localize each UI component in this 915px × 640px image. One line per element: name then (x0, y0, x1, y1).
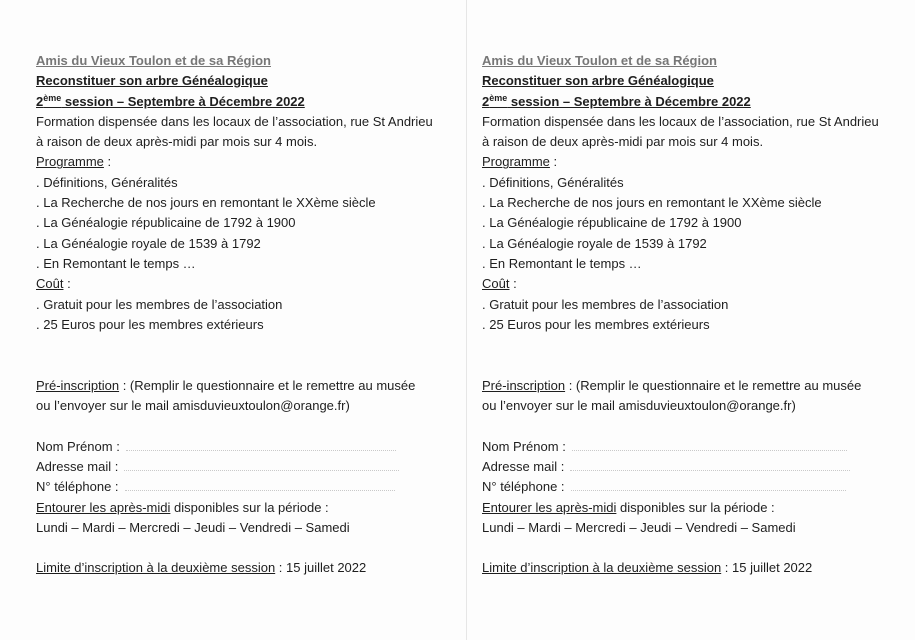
cout-label: Coût (482, 276, 510, 292)
name-field-label: Nom Prénom : (482, 438, 566, 454)
programme-item: . La Recherche de nos jours en remontant le XXème siècle (482, 195, 822, 211)
phone-field-line[interactable] (571, 479, 846, 491)
limite-line (482, 558, 902, 578)
email-field-line[interactable] (124, 459, 399, 471)
programme-label: Programme (482, 154, 550, 170)
programme-item: . En Remontant le temps … (36, 255, 196, 271)
entourer-text: disponibles sur la période : (170, 499, 329, 515)
session-dates: session – Septembre à Décembre 2022 (61, 93, 305, 109)
course-title: Reconstituer son arbre Généalogique (482, 73, 714, 89)
cout-label: Coût (36, 276, 64, 292)
phone-field[interactable] (36, 477, 456, 497)
programme-colon: : (549, 154, 558, 170)
session-heading (482, 92, 902, 112)
cout-colon: : (63, 276, 71, 292)
intro-line-2: à raison de deux après-midi par mois sur 4 mois. (482, 134, 764, 150)
preinscription-text: : (Remplir le questionnaire et le remettre au musée (565, 378, 862, 394)
email-field-label: Adresse mail : (36, 459, 119, 475)
cout-colon: : (509, 276, 517, 292)
cout-item: . 25 Euros pour les membres extérieurs (36, 316, 264, 332)
name-field-label: Nom Prénom : (36, 438, 120, 454)
entourer-line (482, 498, 902, 518)
programme-item: . La Généalogie royale de 1539 à 1792 (482, 235, 707, 251)
programme-item: . La Généalogie républicaine de 1792 à 1900 (36, 215, 296, 231)
page-fold-line (466, 0, 467, 640)
preinscription-email-line: ou l’envoyer sur le mail amisduvieuxtoulon@orange.fr) (482, 398, 796, 414)
preinscription-email-line: ou l’envoyer sur le mail amisduvieuxtoulon@orange.fr) (36, 398, 350, 414)
days-list[interactable]: Lundi – Mardi – Mercredi – Jeudi – Vendredi – Samedi (36, 519, 350, 535)
phone-field-line[interactable] (125, 479, 395, 491)
name-field[interactable] (36, 437, 456, 457)
limite-line (36, 558, 456, 578)
programme-heading (36, 152, 456, 172)
phone-field[interactable] (482, 477, 902, 497)
cout-item: . 25 Euros pour les membres extérieurs (482, 316, 710, 332)
programme-item: . La Recherche de nos jours en remontant le XXème siècle (36, 195, 376, 211)
entourer-line (36, 498, 456, 518)
programme-colon: : (103, 154, 112, 170)
entourer-text: disponibles sur la période : (616, 499, 775, 515)
limite-label: Limite d’inscription à la deuxième session (482, 560, 722, 576)
cout-heading (482, 274, 902, 294)
name-field[interactable] (482, 437, 902, 457)
session-superscript: ème (43, 92, 62, 103)
programme-label: Programme (36, 154, 104, 170)
preinscription-label: Pré-inscription (36, 378, 120, 394)
intro-line-1: Formation dispensée dans les locaux de l’association, rue St Andrieu (482, 113, 879, 129)
session-superscript: ème (489, 92, 508, 103)
limite-label: Limite d’inscription à la deuxième session (36, 560, 276, 576)
cout-item: . Gratuit pour les membres de l’association (482, 296, 729, 312)
course-title: Reconstituer son arbre Généalogique (36, 73, 268, 89)
entourer-label: Entourer les après-midi (36, 499, 171, 515)
cout-item: . Gratuit pour les membres de l’association (36, 296, 283, 312)
session-number: 2 (36, 93, 44, 109)
flyer-right (482, 51, 902, 579)
org-name: Amis du Vieux Toulon et de sa Région (36, 53, 271, 68)
session-dates: session – Septembre à Décembre 2022 (507, 93, 751, 109)
programme-heading (482, 152, 902, 172)
name-field-line[interactable] (572, 439, 847, 451)
email-field-line[interactable] (570, 459, 850, 471)
cout-heading (36, 274, 456, 294)
days-list[interactable]: Lundi – Mardi – Mercredi – Jeudi – Vendredi – Samedi (482, 519, 796, 535)
programme-item: . La Généalogie républicaine de 1792 à 1900 (482, 215, 742, 231)
limite-date: : 15 juillet 2022 (721, 560, 813, 576)
intro-line-2: à raison de deux après-midi par mois sur 4 mois. (36, 134, 318, 150)
phone-field-label: N° téléphone : (36, 479, 119, 495)
email-field[interactable] (482, 457, 902, 477)
limite-date: : 15 juillet 2022 (275, 560, 367, 576)
preinscription-text: : (Remplir le questionnaire et le remettre au musée (119, 378, 416, 394)
flyer-left (36, 51, 456, 579)
name-field-line[interactable] (126, 439, 396, 451)
entourer-label: Entourer les après-midi (482, 499, 617, 515)
org-name: Amis du Vieux Toulon et de sa Région (482, 53, 717, 68)
email-field[interactable] (36, 457, 456, 477)
programme-item: . Définitions, Généralités (482, 174, 624, 190)
session-number: 2 (482, 93, 490, 109)
session-heading (36, 92, 456, 112)
preinscription-line (482, 376, 902, 396)
email-field-label: Adresse mail : (482, 459, 565, 475)
programme-item: . En Remontant le temps … (482, 255, 642, 271)
programme-item: . Définitions, Généralités (36, 174, 178, 190)
intro-line-1: Formation dispensée dans les locaux de l’association, rue St Andrieu (36, 113, 433, 129)
phone-field-label: N° téléphone : (482, 479, 565, 495)
preinscription-line (36, 376, 456, 396)
preinscription-label: Pré-inscription (482, 378, 566, 394)
programme-item: . La Généalogie royale de 1539 à 1792 (36, 235, 261, 251)
